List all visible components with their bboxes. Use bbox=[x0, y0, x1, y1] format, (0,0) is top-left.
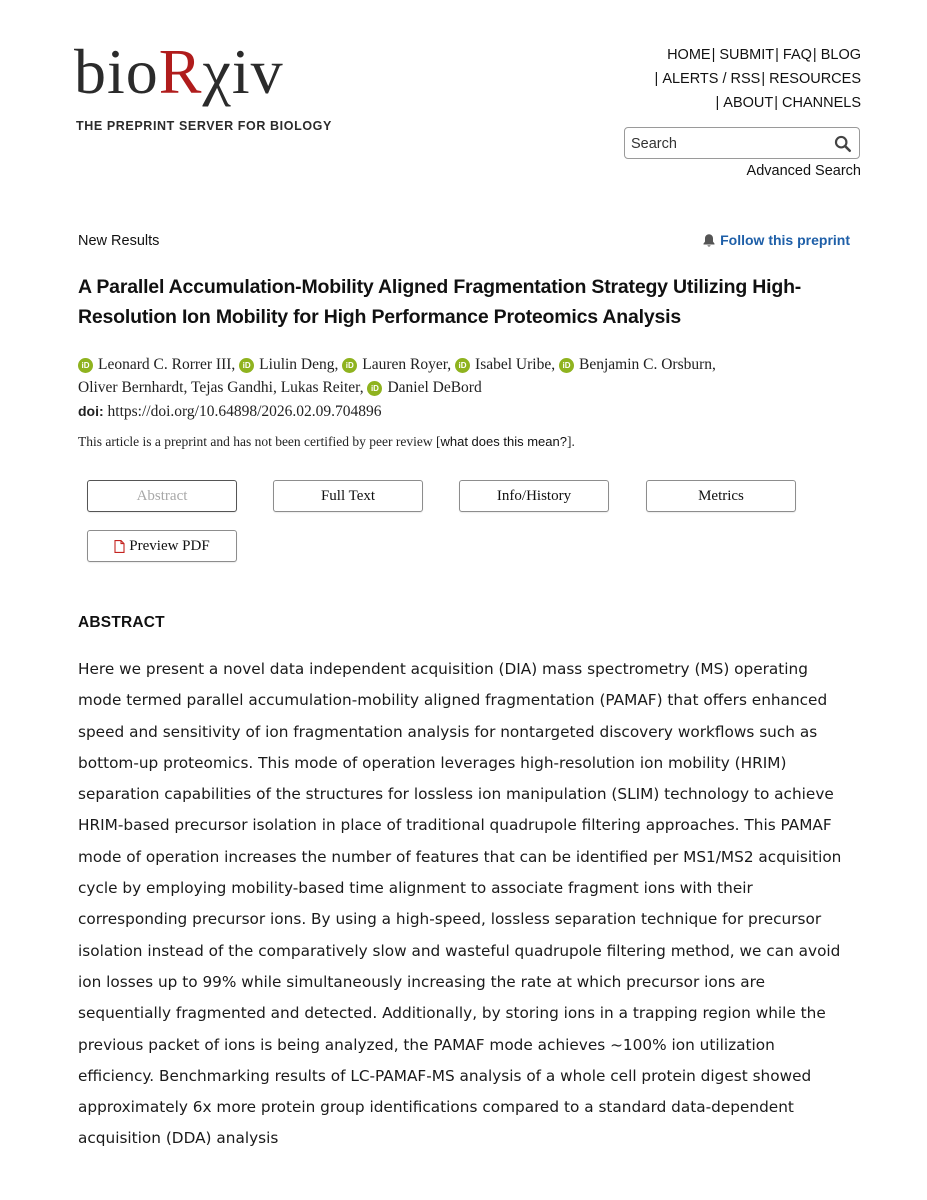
author-separator: , bbox=[334, 356, 343, 373]
tab-abstract[interactable] bbox=[87, 480, 237, 512]
nav-submit-link[interactable]: SUBMIT bbox=[719, 47, 775, 63]
author-separator: , bbox=[231, 356, 240, 373]
author-name-text: Isabel Uribe bbox=[475, 356, 552, 373]
logo-text-bio: bio bbox=[74, 36, 159, 107]
tab-abstract-label: Abstract bbox=[136, 487, 188, 504]
abstract-heading: ABSTRACT bbox=[78, 614, 165, 631]
tab-full-text[interactable] bbox=[273, 480, 423, 512]
biorxiv-logo[interactable] bbox=[74, 36, 284, 107]
bell-icon bbox=[702, 233, 716, 248]
nav-channels-link[interactable]: CHANNELS bbox=[782, 95, 861, 111]
nav-blog-link[interactable]: BLOG bbox=[820, 47, 861, 63]
doi-link[interactable]: https://doi.org/10.64898/2026.02.09.704896 bbox=[107, 403, 382, 420]
author-separator: , bbox=[712, 356, 716, 373]
author-separator: , bbox=[359, 379, 368, 396]
nav-alerts-link[interactable]: ALERTS / RSS bbox=[662, 71, 761, 87]
author-name[interactable] bbox=[559, 356, 712, 373]
nav-separator: | bbox=[654, 71, 659, 87]
preprint-note-end: ]. bbox=[566, 434, 575, 449]
author-list bbox=[78, 353, 848, 399]
author-name[interactable] bbox=[78, 379, 183, 396]
logo-text-r: R bbox=[158, 36, 203, 107]
tab-metrics-label: Metrics bbox=[698, 487, 744, 504]
author-name[interactable] bbox=[367, 379, 481, 396]
author-name-text: Lukas Reiter bbox=[280, 379, 360, 396]
author-name[interactable] bbox=[342, 356, 447, 373]
top-nav-row-3 bbox=[715, 95, 861, 111]
tab-info-history[interactable] bbox=[459, 480, 609, 512]
pdf-file-icon bbox=[114, 540, 125, 553]
follow-preprint-button[interactable] bbox=[702, 232, 850, 248]
what-does-this-mean-link[interactable]: what does this mean? bbox=[440, 434, 567, 449]
author-name-text: Leonard C. Rorrer III bbox=[98, 356, 232, 373]
author-name-text: Benjamin C. Orsburn bbox=[578, 356, 713, 373]
author-name-text: Tejas Gandhi bbox=[190, 379, 273, 396]
logo-text-xiv: χiv bbox=[202, 36, 284, 107]
author-name-text: Lauren Royer bbox=[362, 356, 448, 373]
orcid-icon[interactable]: iD bbox=[239, 358, 254, 373]
article-section-label: New Results bbox=[78, 233, 160, 249]
author-name[interactable] bbox=[455, 356, 551, 373]
orcid-icon[interactable]: iD bbox=[78, 358, 93, 373]
orcid-icon[interactable]: iD bbox=[342, 358, 357, 373]
follow-preprint-label: Follow this preprint bbox=[720, 232, 850, 248]
nav-separator: | bbox=[774, 95, 779, 111]
author-separator: , bbox=[551, 356, 559, 373]
author-name-text: Daniel DeBord bbox=[387, 379, 482, 396]
author-name[interactable] bbox=[191, 379, 273, 396]
preprint-note-text: This article is a preprint and has not been certified by peer review [ bbox=[78, 434, 441, 449]
top-nav-row-2 bbox=[654, 71, 861, 87]
search-input[interactable] bbox=[631, 134, 827, 154]
orcid-icon[interactable]: iD bbox=[455, 358, 470, 373]
nav-separator: | bbox=[715, 95, 720, 111]
nav-separator: | bbox=[761, 71, 766, 87]
abstract-body: Here we present a novel data independent acquisition (DIA) mass spectrometry (MS) operating mode termed parallel accumulation-mobility aligned fragmentation (PAMAF) that offers enhanced speed and sensitivity of ion fragmentation analysis for nontargeted discovery workflows such as bottom-up proteomics. This mode of operation leverages high-resolution ion mobility (HRIM) separation capabilities of the structures for lossless ion manipulation (SLIM) technology to achieve HRIM-based precursor isolation in place of traditional quadrupole filtering approaches. This PAMAF mode of operation increases the number of features that can be identified per MS1/MS2 acquisition cycle by employing mobility-based time alignment to associate fragment ions with their corresponding precursor ions. By using a high-speed, lossless separation technique for precursor isolation instead of the comparatively slow and wasteful quadrupole filtering method, we can avoid ion losses up to 99% while simultaneously increasing the rate at which precursor ions are sequentially fragmented and detected. Additionally, by storing ions in a trapping region while the previous packet of ions is being analyzed, the PAMAF mode achieves ~100% ion utilization efficiency. Benchmarking results of LC-PAMAF-MS analysis of a whole cell protein digest showed approximately 6x more protein group identifications compared to a standard data-dependent acquisition (DDA) analysis bbox=[78, 660, 842, 1148]
nav-separator: | bbox=[775, 47, 779, 63]
tab-info-history-label: Info/History bbox=[496, 487, 572, 504]
author-name[interactable] bbox=[281, 379, 360, 396]
orcid-icon[interactable]: iD bbox=[367, 381, 382, 396]
tab-full-text-label: Full Text bbox=[320, 487, 376, 504]
author-separator: , bbox=[447, 356, 456, 373]
doi-line bbox=[78, 403, 382, 421]
nav-about-link[interactable]: ABOUT bbox=[723, 95, 774, 111]
author-name-text: Liulin Deng bbox=[259, 356, 335, 373]
search-icon[interactable] bbox=[834, 135, 852, 153]
nav-resources-link[interactable]: RESOURCES bbox=[769, 71, 861, 87]
author-separator: , bbox=[272, 379, 281, 396]
preview-pdf-label: Preview PDF bbox=[129, 537, 210, 554]
nav-separator: | bbox=[812, 47, 817, 63]
author-name[interactable] bbox=[239, 356, 334, 373]
author-name[interactable] bbox=[78, 356, 231, 373]
advanced-search-link[interactable]: Advanced Search bbox=[746, 163, 861, 179]
top-nav-row-1 bbox=[667, 47, 861, 63]
logo-tagline: THE PREPRINT SERVER FOR BIOLOGY bbox=[76, 119, 332, 133]
preprint-disclaimer bbox=[78, 434, 575, 450]
nav-separator: | bbox=[711, 47, 716, 63]
orcid-icon[interactable]: iD bbox=[559, 358, 574, 373]
nav-home-link[interactable]: HOME bbox=[667, 47, 711, 63]
preview-pdf-button[interactable] bbox=[87, 530, 237, 562]
tab-metrics[interactable] bbox=[646, 480, 796, 512]
article-title: A Parallel Accumulation-Mobility Aligned Fragmentation Strategy Utilizing High-Resolution Ion Mobility for High Performance Proteomics Analysis bbox=[78, 276, 802, 328]
author-name-text: Oliver Bernhardt bbox=[78, 379, 184, 396]
author-separator: , bbox=[183, 379, 191, 396]
search-box bbox=[624, 127, 860, 159]
nav-faq-link[interactable]: FAQ bbox=[782, 47, 812, 63]
doi-label: doi: bbox=[78, 403, 104, 419]
